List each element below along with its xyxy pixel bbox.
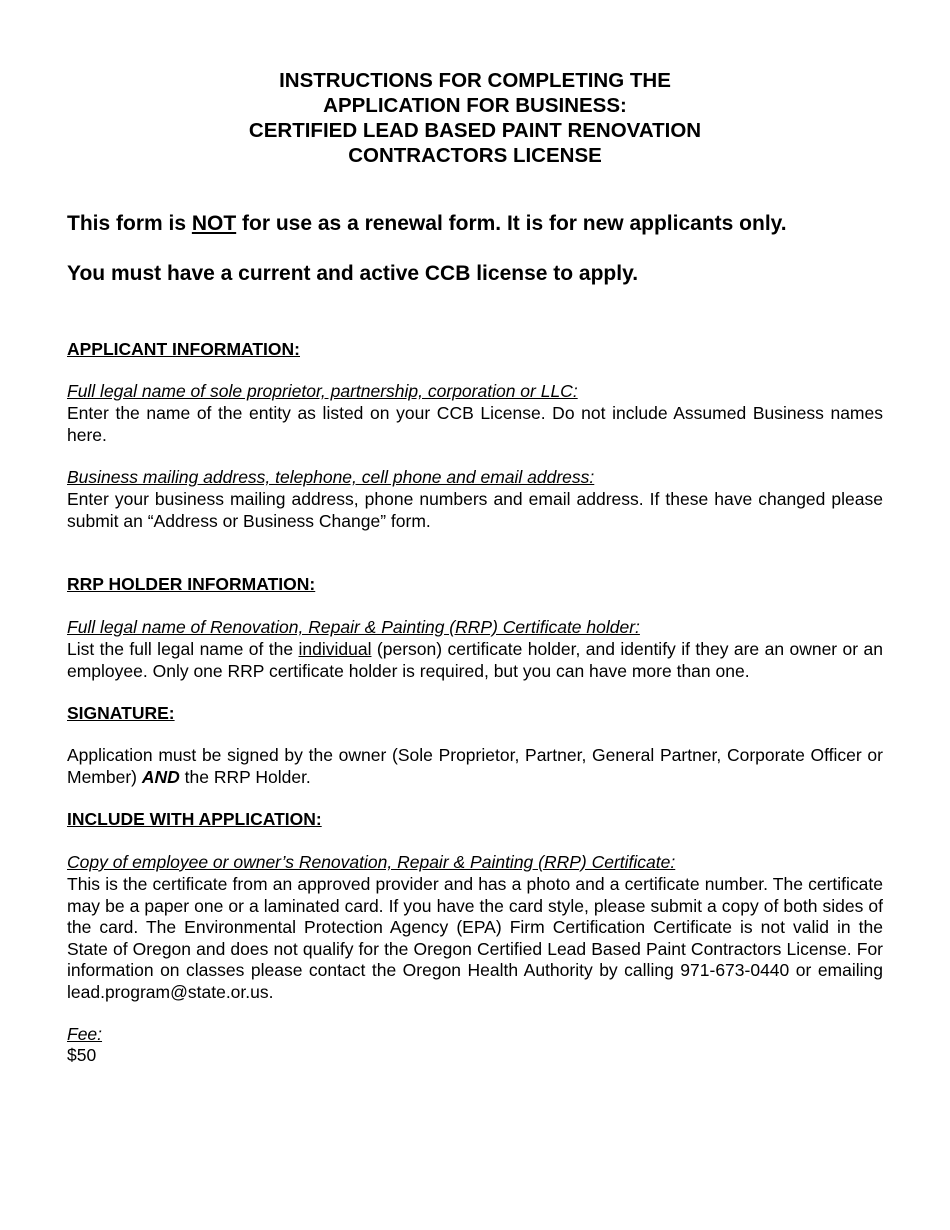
rrp-heading: RRP HOLDER INFORMATION: [67,574,316,594]
rrp-name-label: Full legal name of Renovation, Repair & Painting (RRP) Certificate holder: [67,617,640,637]
renewal-notice-not: NOT [191,212,237,235]
title-line-1: INSTRUCTIONS FOR COMPLETING THE [279,69,671,92]
license-notice: You must have a current and active CCB license to apply. [67,262,639,285]
rrp-text-end: (person) certificate holder, and identify if they are an owner or an employee. Only one RRP certificate holder is required, but you can have more than one. [67,639,883,681]
title-line-2: APPLICATION FOR BUSINESS: [323,94,627,117]
fee-amount: $50 [67,1045,97,1065]
applicant-heading: APPLICANT INFORMATION: [67,339,300,359]
fee-label: Fee: [67,1024,103,1044]
signature-text-start: Application must be signed by the owner (Sole Proprietor, Partner, General Partner, Corporate Officer or Member) [67,745,883,787]
title-line-4: CONTRACTORS LICENSE [348,144,602,167]
signature-text-and: AND [141,766,180,787]
rrp-text-start: List the full legal name of the [67,639,299,659]
renewal-notice [67,212,787,236]
document-title [0,68,950,168]
address-instructions: Enter your business mailing address, phone numbers and email address. If these have changed please submit an “Address or Business Change” form. [67,489,883,531]
entity-name-label: Full legal name of sole proprietor, partnership, corporation or LLC: [67,381,578,401]
signature-text-end: the RRP Holder. [179,766,311,787]
signature-heading: SIGNATURE: [67,703,175,723]
renewal-notice-start: This form is [67,212,192,235]
entity-name-instructions: Enter the name of the entity as listed on your CCB License. Do not include Assumed Business names here. [67,403,883,445]
address-label: Business mailing address, telephone, cell phone and email address: [67,467,595,487]
certificate-instructions: This is the certificate from an approved provider and has a photo and a certificate number. The certificate may be a paper one or a laminated card. If you have the card style, please submit a copy of both sides of the card. The Environmental Protection Agency (EPA) Firm Certification Certificate is not valid in the State of Oregon and does not qualify for the Oregon Certified Lead Based Paint Contractors License. For information on classes please contact the Oregon Health Authority by calling 971-673-0440 or emailing lead.program@state.or.us. [67,874,883,1002]
renewal-notice-end: for use as a renewal form. It is for new applicants only. [236,212,787,235]
title-line-3: CERTIFIED LEAD BASED PAINT RENOVATION [248,119,702,142]
signature-instructions [67,745,883,788]
rrp-text-individual: individual [298,639,372,659]
rrp-instructions [67,639,883,682]
include-heading: INCLUDE WITH APPLICATION: [67,809,322,829]
certificate-copy-label: Copy of employee or owner’s Renovation, Repair & Painting (RRP) Certificate: [67,852,676,872]
